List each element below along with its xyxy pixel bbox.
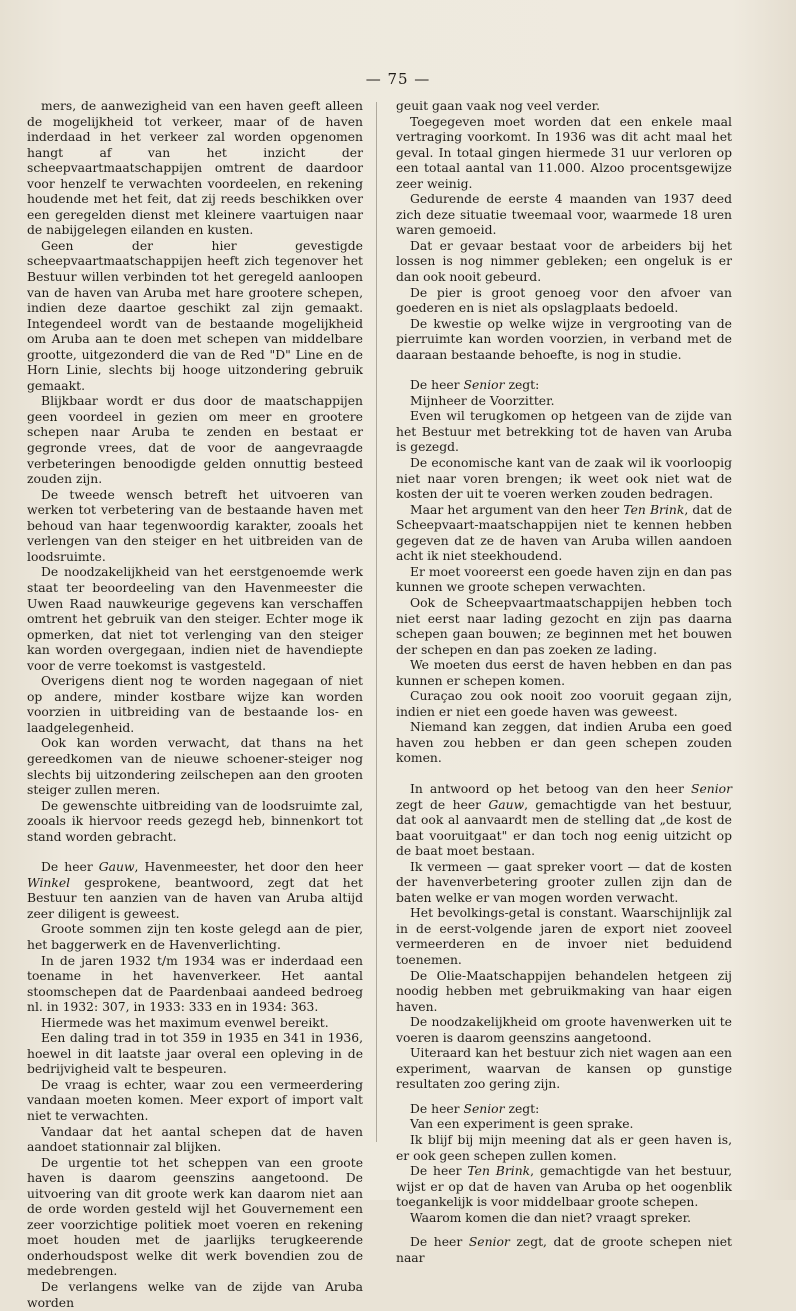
speaker-name: Ten Brink (467, 1164, 531, 1179)
paragraph: Even wil terugkomen op hetgeen van de zijde van het Bestuur met betrekking tot de haven van Aruba is gezegd. (396, 409, 732, 455)
paragraph: Ik blijf bij mijn meening dat als er geen haven is, er ook geen schepen zullen komen. (396, 1133, 732, 1163)
paragraph-text: zegt, dat de groote schepen niet naar (396, 1235, 732, 1265)
paragraph-text: , dat de Scheepvaart-maatschappijen niet te kennen hebben gegeven dat ze de haven van Aruba willen aandoen acht ik niet steekhoudend. (396, 502, 732, 564)
paragraph: Waarom komen die dan niet? vraagt spreker. (410, 1210, 692, 1225)
paragraph-text: De heer (410, 378, 464, 393)
paragraph: Gedurende de eerste 4 maanden van 1937 deed zich deze situatie tweemaal voor, waarmede 18 uren waren gemoeid. (396, 192, 732, 238)
speaker-name: Ten Brink (623, 502, 685, 517)
paragraph: De noodzakelijkheid van het eerstgenoemde werk staat ter beoordeeling van den Havenmeester die Uwen Raad nauwkeurige gegevens kan verschaffen omtrent het gebruik van den steiger. Echter moge ik opmerken, dat niet tot verlenging van den steiger kan worden overgegaan, indien niet de havendiepte voor de verre toekomst is vastgesteld. (27, 565, 363, 673)
paragraph: Niemand kan zeggen, dat indien Aruba een goed haven zou hebben er dan geen schepen zouden komen. (396, 720, 732, 766)
paragraph: In de jaren 1932 t/m 1934 was er inderdaad een toename in het havenverkeer. Het aantal stoomschepen dat de Paardenbaai aandeed bedroeg nl. in 1932: 307, in 1933: 333 en in 1934: 363. (27, 953, 363, 1015)
paragraph: Groote sommen zijn ten koste gelegd aan de pier, het baggerwerk en de Havenverlichting. (27, 922, 363, 952)
paragraph-text: , gemachtigde van het bestuur, dat ook al aanvaardt men de stelling dat „de kost de baat vooruitgaat" er dan toch nog eenig uitzicht op de baat moet bestaan. (396, 797, 733, 859)
paragraph (396, 378, 732, 394)
paragraph: Geen der hier gevestigde scheepvaartmaatschappijen heeft zich tegenover het Bestuur willen verbinden tot het geregeld aanloopen van de haven van Aruba met hare grootere schepen, indien deze daartoe geschikt zal zijn gemaakt. Integendeel wordt van de bestaande mogelijkheid om Aruba aan te doen met schepen van middelbare grootte, uitgezonderd die van de Red "D" Line en de Horn Linie, slechts bij hooge uitzondering gebruik gemaakt. (27, 238, 363, 393)
paragraph: mers, de aanwezigheid van een haven geeft alleen de mogelijkheid tot verkeer, maar of de haven inderdaad in het verkeer zal worden opgenomen hangt af van het inzicht der scheepvaartmaatschappijen omtrent de daardoor voor henzelf te verwachten voordeelen, en rekening houdende met het feit, dat zij reeds beschikken over een geregelden dienst met kleinere vaartuigen naar de nabijgelegen eilanden en kusten. (27, 99, 363, 238)
paragraph: Dat er gevaar bestaat voor de arbeiders bij het lossen is nog nimmer gebleken; een ongeluk is er dan ook nooit gebeurd. (396, 238, 732, 285)
paragraph: De tweede wensch betreft het uitvoeren van werken tot verbetering van de bestaande haven met behoud van haar tegenwoordig karakter, zooals het verlengen van den steiger en het uitbreiden van de loodsruimte. (27, 487, 363, 564)
section-gap (396, 767, 732, 782)
paragraph: Blijkbaar wordt er dus door de maatschappijen geen voordeel in gezien om meer en grootere schepen naar Aruba te zenden en bestaat er gegronde vrees, dat de voor de aangevraagde verbeteringen benoodigde gelden onnuttig besteed zouden zijn. (27, 394, 363, 487)
paragraph: Toegegeven moet worden dat een enkele maal vertraging voorkomt. In 1936 was dit acht maal het geval. In totaal gingen hiermede 31 uur verloren op een totaal aantal van 11.000. Alzoo procentsgewijze zeer weinig. (396, 114, 732, 191)
speaker-name: Senior (468, 1235, 510, 1250)
paragraph: Vandaar dat het aantal schepen dat de haven aandoet stationnair zal blijken. (27, 1124, 363, 1155)
paragraph (396, 1235, 732, 1266)
paragraph: Een daling trad in tot 359 in 1935 en 341 in 1936, hoewel in dit laatste jaar overal een opleving in de bedrijvigheid valt te bespeuren. (27, 1031, 363, 1077)
paragraph: De vraag is echter, waar zou een vermeerdering vandaan moeten komen. Meer export of import valt niet te verwachten. (27, 1077, 363, 1123)
paragraph: Er moet vooreerst een goede haven zijn en dan pas kunnen we groote schepen verwachten. (396, 564, 732, 595)
paragraph: De pier is groot genoeg voor den afvoer van goederen en is niet als opslagplaats bedoeld. (396, 285, 732, 316)
paragraph: Hiermede was het maximum evenwel bereikt. (41, 1015, 329, 1030)
paragraph: Ook kan worden verwacht, dat thans na het gereedkomen van de nieuwe schoener-steiger nog slechts bij uitzondering zeilschepen aan den grooten steiger zullen meren. (27, 736, 363, 798)
speaker-name: Gauw (488, 797, 525, 812)
paragraph: Ook de Scheepvaartmaatschappijen hebben toch niet eerst naar lading gezocht en zijn pas daarna schepen gaan bouwen; ze beginnen met het bouwen der schepen en dan pas zoeken ze lading. (396, 595, 732, 657)
section-gap (396, 1226, 732, 1235)
section-gap (396, 363, 732, 378)
paragraph: Curaçao zou ook nooit zoo vooruit gegaan zijn, indien er niet een goede haven was geweest. (396, 689, 732, 719)
speaker-name: Winkel (27, 875, 71, 890)
section-gap (27, 845, 363, 860)
page-number: — 75 — (365, 70, 431, 88)
paragraph: De gewenschte uitbreiding van de loodsruimte zal, zooals ik hiervoor reeds gezegd heb, binnenkort tot stand worden gebracht. (27, 798, 363, 844)
paragraph: geuit gaan vaak nog veel verder. (396, 99, 601, 113)
paragraph-text: De heer (410, 1101, 464, 1116)
paragraph-text: In antwoord op het betoog van den heer (410, 781, 691, 796)
paragraph (396, 503, 732, 565)
paragraph-text: zegt: (504, 1101, 540, 1116)
paragraph-text: De heer (410, 1164, 468, 1179)
paragraph-text: De heer (41, 860, 99, 875)
paragraph (396, 782, 732, 860)
paragraph: De kwestie op welke wijze in vergrooting van de pierruimte kan worden voorzien, in verband met de daaraan bestaande behoefte, is nog in studie. (396, 316, 732, 362)
paragraph: De verlangens welke van de zijde van Aruba worden (27, 1280, 363, 1310)
paragraph (396, 1102, 732, 1118)
paragraph-text: zegt: (504, 378, 540, 393)
paragraph-text: , Havenmeester, het door den heer (134, 860, 364, 875)
paragraph: We moeten dus eerst de haven hebben en dan pas kunnen er schepen komen. (396, 658, 732, 688)
paragraph-text: De heer (410, 1235, 469, 1250)
paragraph: De economische kant van de zaak wil ik voorloopig niet naar voren brengen; ik weet ook niet wat de kosten der uit te voeren werken zouden bedragen. (396, 456, 732, 502)
paragraph (396, 1164, 732, 1211)
paragraph-text: gesprokene, beantwoord, zegt dat het Bestuur ten aanzien van de haven van Aruba altijd zeer diligent is geweest. (27, 875, 363, 921)
paragraph: Het bevolkings-getal is constant. Waarschijnlijk zal in de eerst-volgende jaren de export niet zooveel vermeerderen en de invoer niet beduidend toenemen. (396, 906, 732, 967)
speaker-name: Senior (463, 1101, 505, 1116)
paragraph: Overigens dient nog te worden nagegaan of niet op andere, minder kostbare wijze kan worden voorzien in uitbreiding van de bestaande los- en laadgelegenheid. (27, 674, 363, 735)
paragraph: De Olie-Maatschappijen behandelen hetgeen zij noodig hebben met gebruikmaking van haar eigen haven. (396, 968, 732, 1014)
section-gap (396, 1093, 732, 1102)
right-column (396, 99, 732, 1266)
speaker-name: Gauw (98, 860, 135, 875)
paragraph: Van een experiment is geen sprake. (410, 1117, 634, 1132)
column-divider (376, 102, 377, 1142)
paragraph: De urgentie tot het scheppen van een groote haven is daarom geenszins aangetoond. De uitvoering van dit groote werk kan daarom niet aan de orde worden gesteld wijl het Gouvernement een zeer voorzichtige politiek moet voeren en rekening moet houden met de jaarlijks terugkeerende onderhoudspost welke dit werk bovendien zou de medebrengen. (27, 1155, 363, 1279)
paragraph-text: zegt de heer (396, 797, 489, 812)
left-column (27, 99, 363, 1311)
paragraph-text: Maar het argument van den heer (410, 502, 624, 517)
paragraph: Uiteraard kan het bestuur zich niet wagen aan een experiment, waarvan de kansen op gunstige resultaten zoo gering zijn. (396, 1046, 732, 1092)
paragraph-text: , gemachtigde van het bestuur, wijst er op dat de haven van Aruba op het oogenblik toegankelijk is voor middelbaar groote schepen. (396, 1164, 733, 1210)
paragraph: Ik vermeen — gaat spreker voort — dat de kosten der havenverbetering grooter zullen zijn dan de baten welke er van mogen worden verwacht. (396, 859, 732, 905)
paragraph: De noodzakelijkheid om groote havenwerken uit te voeren is daarom geenszins aangetoond. (396, 1015, 732, 1045)
paragraph: Mijnheer de Voorzitter. (410, 393, 555, 408)
speaker-name: Senior (463, 378, 505, 393)
paragraph (27, 860, 363, 922)
speaker-name: Senior (691, 781, 732, 796)
